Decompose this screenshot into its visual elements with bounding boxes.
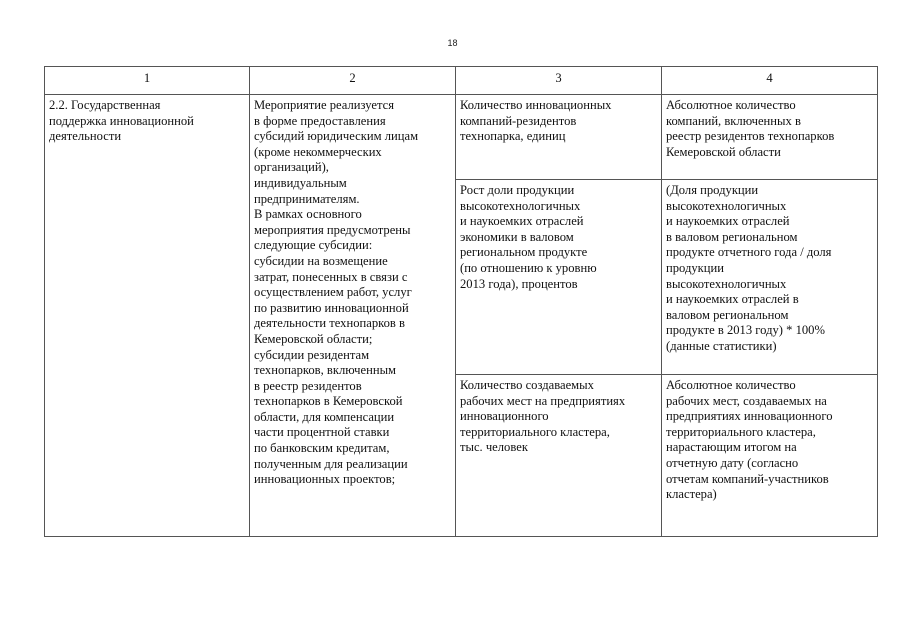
header-cell-2: 2 [250, 67, 456, 95]
header-cell-1: 1 [45, 67, 250, 95]
header-cell-3: 3 [456, 67, 662, 95]
indicator-method-cell: Абсолютное количество компаний, включенных в реестр резидентов технопарков Кемеровской области [662, 95, 878, 180]
indicator-name-cell: Количество инновационных компаний-резидентов технопарка, единиц [456, 95, 662, 180]
header-cell-4: 4 [662, 67, 878, 95]
page-number: 18 [447, 38, 458, 48]
indicator-method-cell: (Доля продукции высокотехнологичных и наукоемких отраслей в валовом региональном продукте отчетного года / доля продукции высокотехнологичных и наукоемких отраслей в валовом региональном продукте в 2013 году) * 100% (данные статистики) [662, 180, 878, 375]
indicator-name-cell: Рост доли продукции высокотехнологичных и наукоемких отраслей экономики в валовом региональном продукте (по отношению к уровню 2013 года), процентов [456, 180, 662, 375]
header-row [45, 67, 878, 95]
indicator-method-cell: Абсолютное количество рабочих мест, создаваемых на предприятиях инновационного территориального кластера, нарастающим итогом на отчетную дату (согласно отчетам компаний-участников кластера) [662, 375, 878, 537]
measure-description-cell: Мероприятие реализуется в форме предоставления субсидий юридическим лицам (кроме некоммерческих организаций), индивидуальным предпринимателям. В рамках основного мероприятия предусмотрены следующие субсидии: субсидии на возмещение затрат, понесенных в связи с осуществлением работ, услуг по развитию инновационной деятельности технопарков в Кемеровской области; субсидии резидентам технопарков, включенным в реестр резидентов технопарков в Кемеровской области, для компенсации части процентной ставки по банковским кредитам, полученным для реализации инновационных проектов; [250, 95, 456, 537]
indicators-table [44, 66, 878, 537]
indicator-name-cell: Количество создаваемых рабочих мест на предприятиях инновационного территориального кластера, тыс. человек [456, 375, 662, 537]
measure-title-cell: 2.2. Государственная поддержка инновационной деятельности [45, 95, 250, 537]
table-row [45, 95, 878, 180]
